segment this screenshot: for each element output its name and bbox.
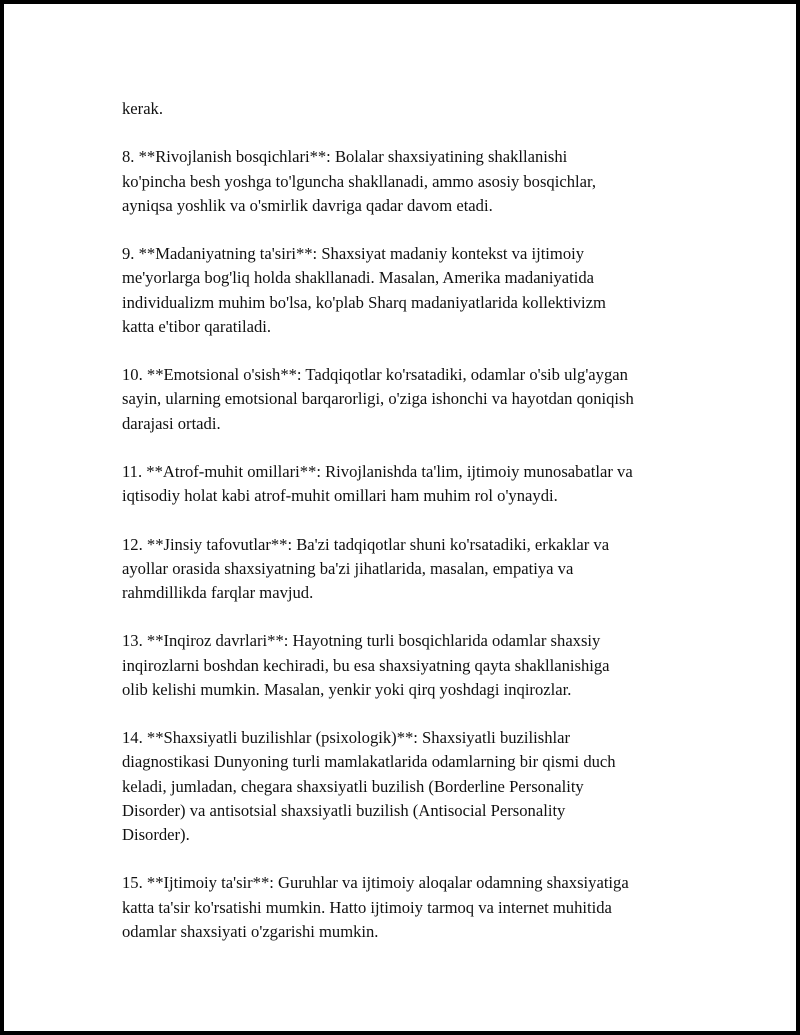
- paragraph-item-8: 8. **Rivojlanish bosqichlari**: Bolalar shaxsiyatining shakllanishi ko'pincha besh yoshga to'lguncha shakllanadi, ammo asosiy bosqichlar, ayniqsa yoshlik va o'smirlik davriga qadar davom etadi.: [122, 147, 596, 215]
- paragraph-item-12: 12. **Jinsiy tafovutlar**: Ba'zi tadqiqotlar shuni ko'rsatadiki, erkaklar va ayollar orasida shaxsiyatning ba'zi jihatlarida, masalan, empatiya va rahmdillikda farqlar mavjud.: [122, 534, 610, 602]
- paragraph-item-15: 15. **Ijtimoiy ta'sir**: Guruhlar va ijtimoiy aloqalar odamning shaxsiyatiga katta ta'sir ko'rsatishi mumkin. Hatto ijtimoiy tarmoq va internet muhitida odamlar shaxsiyati o'zgarishi mumkin.: [122, 873, 629, 941]
- document-body: [122, 97, 702, 968]
- paragraph-item-13: 13. **Inqiroz davrlari**: Hayotning turli bosqichlarida odamlar shaxsiy inqirozlarni boshdan kechiradi, bu esa shaxsiyatning qayta shakllanishiga olib kelishi mumkin. Masalan, yenkir yoki qirq yoshdagi inqirozlar.: [122, 631, 610, 699]
- paragraph-item-9: 9. **Madaniyatning ta'siri**: Shaxsiyat madaniy kontekst va ijtimoiy me'yorlarga bog'liq holda shakllanadi. Masalan, Amerika madaniyatida individualizm muhim bo'lsa, ko'plab Sharq madaniyatlarida kollektivizm katta e'tibor qaratiladi.: [122, 244, 606, 336]
- paragraph-item-14: 14. **Shaxsiyatli buzilishlar (psixologik)**: Shaxsiyatli buzilishlar diagnostikasi Dunyoning turli mamlakatlarida odamlarning bir qismi duch keladi, jumladan, chegara shaxsiyatli buzilish (Borderline Personality Disorder) va antisotsial shaxsiyatli buzilish (Antisocial Personality Disorder).: [122, 728, 616, 844]
- paragraph-item-11: 11. **Atrof-muhit omillari**: Rivojlanishda ta'lim, ijtimoiy munosabatlar va iqtisodiy holat kabi atrof-muhit omillari ham muhim rol o'ynaydi.: [122, 461, 633, 506]
- paragraph-continuation: kerak.: [122, 99, 163, 118]
- paragraph-item-10: 10. **Emotsional o'sish**: Tadqiqotlar ko'rsatadiki, odamlar o'sib ulg'aygan sayin, ularning emotsional barqarorligi, o'ziga ishonchi va hayotdan qoniqish darajasi ortadi.: [122, 365, 634, 433]
